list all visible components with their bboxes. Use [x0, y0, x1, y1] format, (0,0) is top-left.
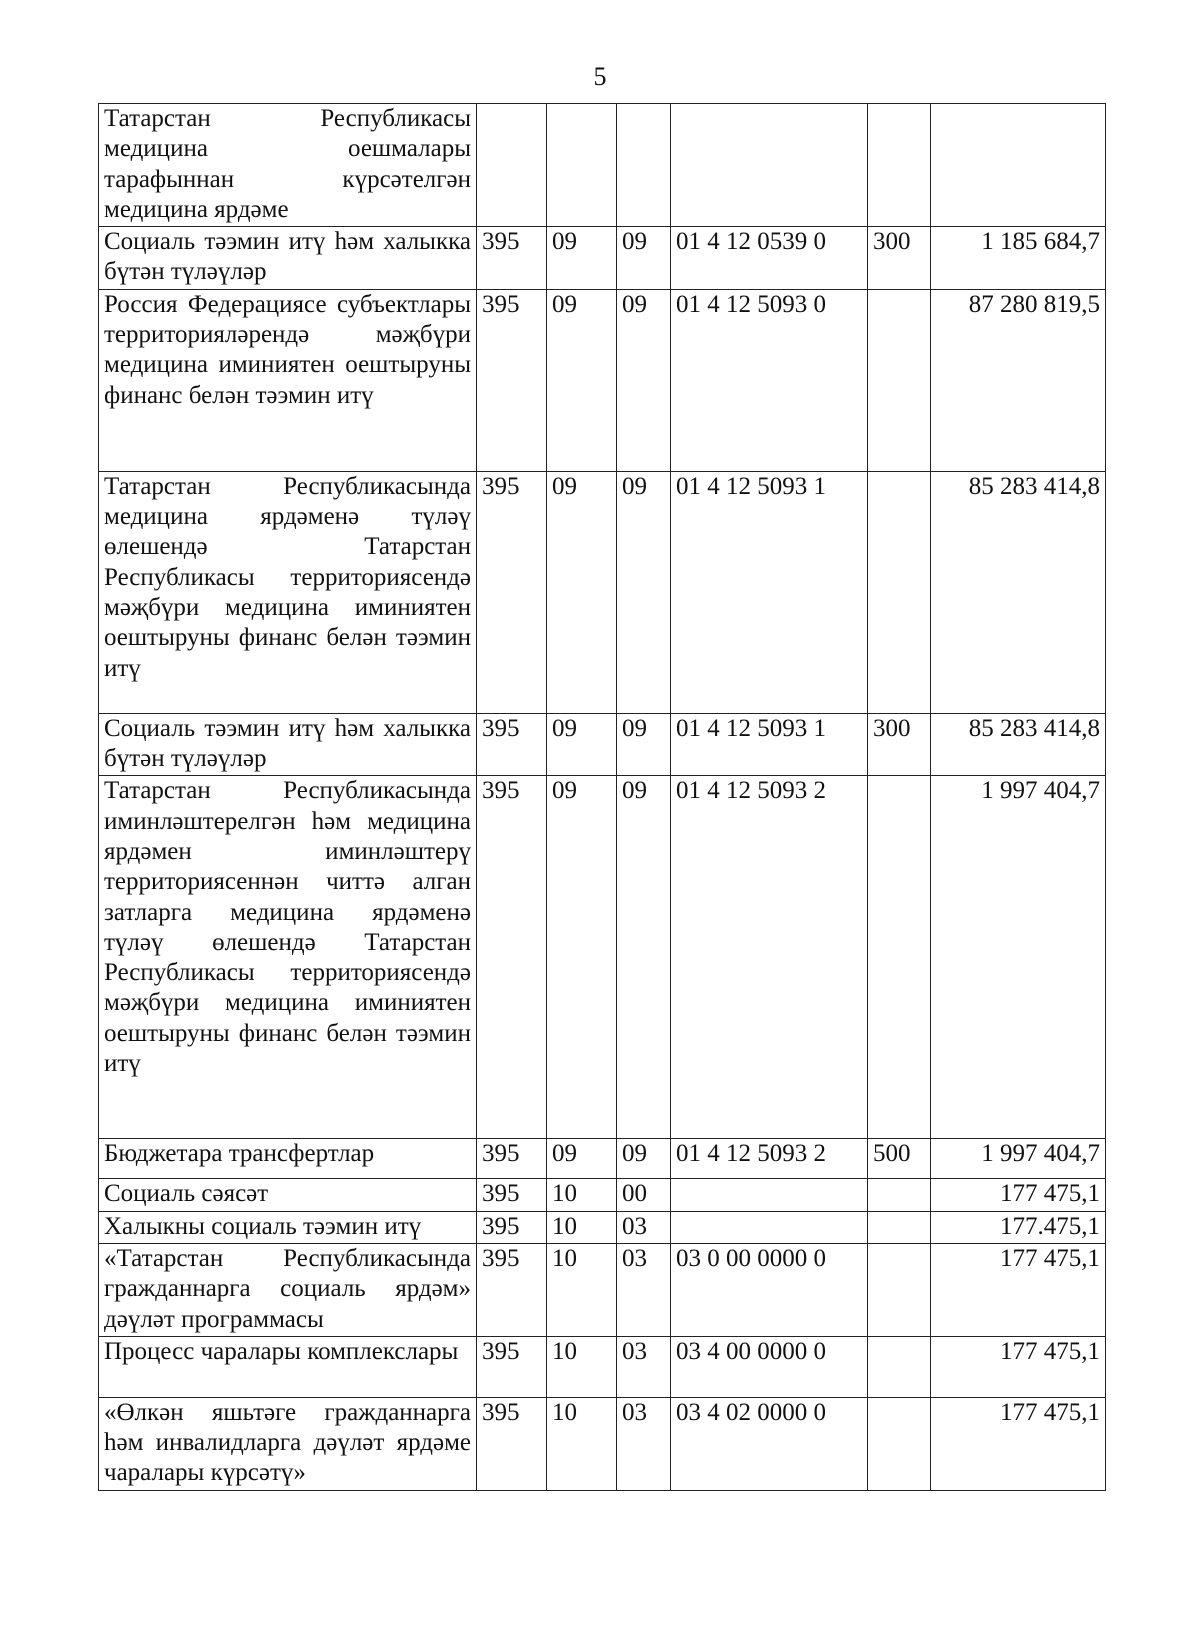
target-article-code: 01 4 12 0539 0 — [671, 227, 868, 290]
subsection-code: 09 — [617, 776, 671, 1139]
target-article-code: 01 4 12 5093 2 — [671, 1139, 868, 1179]
subsection-code: 09 — [617, 471, 671, 713]
amount: 177 475,1 — [931, 1179, 1106, 1211]
amount: 87 280 819,5 — [931, 289, 1106, 471]
ministry-code: 395 — [477, 1211, 547, 1243]
amount: 177 475,1 — [931, 1397, 1106, 1490]
amount: 1 185 684,7 — [931, 227, 1106, 290]
ministry-code: 395 — [477, 1139, 547, 1179]
amount — [931, 104, 1106, 227]
budget-table — [98, 103, 1106, 1491]
subsection-code: 09 — [617, 227, 671, 290]
target-article-code: 03 0 00 0000 0 — [671, 1243, 868, 1336]
section-code: 10 — [547, 1243, 617, 1336]
page-number: 5 — [593, 62, 607, 91]
subsection-code — [617, 104, 671, 227]
ministry-code: 395 — [477, 1397, 547, 1490]
table-row — [99, 227, 1106, 290]
target-article-code: 01 4 12 5093 0 — [671, 289, 868, 471]
expense-type-code — [868, 1179, 931, 1211]
row-name: Социаль тәэмин итү һәм халыкка бүтән түләүләр — [99, 713, 477, 776]
target-article-code: 01 4 12 5093 1 — [671, 713, 868, 776]
subsection-code: 03 — [617, 1397, 671, 1490]
expense-type-code: 300 — [868, 713, 931, 776]
ministry-code — [477, 104, 547, 227]
amount: 177 475,1 — [931, 1243, 1106, 1336]
target-article-code: 03 4 02 0000 0 — [671, 1397, 868, 1490]
target-article-code: 01 4 12 5093 2 — [671, 776, 868, 1139]
row-name: Бюджетара трансфертлар — [99, 1139, 477, 1179]
subsection-code: 00 — [617, 1179, 671, 1211]
row-name: Социаль сәясәт — [99, 1179, 477, 1211]
expense-type-code: 300 — [868, 227, 931, 290]
section-code: 09 — [547, 289, 617, 471]
table-row — [99, 1336, 1106, 1397]
row-name: Татарстан Республикасы медицина оешмалары тарафыннан күрсәтелгән медицина ярдәме — [99, 104, 477, 227]
expense-type-code — [868, 104, 931, 227]
subsection-code: 03 — [617, 1336, 671, 1397]
table-row — [99, 1211, 1106, 1243]
ministry-code: 395 — [477, 1179, 547, 1211]
subsection-code: 09 — [617, 289, 671, 471]
target-article-code — [671, 1179, 868, 1211]
target-article-code — [671, 104, 868, 227]
row-name: Татарстан Республикасында иминләштерелгән һәм медицина ярдәмен иминләштерү территориясеннән читтә алган затларга медицина ярдәменә түләү өлешендә Татарстан Республикасы территориясендә мәҗбүри медицина иминиятен оештыруны финанс белән тәэмин итү — [99, 776, 477, 1139]
amount: 1 997 404,7 — [931, 1139, 1106, 1179]
section-code: 09 — [547, 776, 617, 1139]
ministry-code: 395 — [477, 776, 547, 1139]
amount: 177.475,1 — [931, 1211, 1106, 1243]
amount: 177 475,1 — [931, 1336, 1106, 1397]
row-name: Халыкны социаль тәэмин итү — [99, 1211, 477, 1243]
row-name: «Өлкән яшьтәге гражданнарга һәм инвалидларга дәүләт ярдәме чаралары күрсәтү» — [99, 1397, 477, 1490]
expense-type-code — [868, 289, 931, 471]
ministry-code: 395 — [477, 1336, 547, 1397]
expense-type-code — [868, 1211, 931, 1243]
section-code: 09 — [547, 713, 617, 776]
amount: 85 283 414,8 — [931, 713, 1106, 776]
expense-type-code: 500 — [868, 1139, 931, 1179]
section-code: 09 — [547, 1139, 617, 1179]
target-article-code — [671, 1211, 868, 1243]
expense-type-code — [868, 1336, 931, 1397]
expense-type-code — [868, 776, 931, 1139]
table-row — [99, 289, 1106, 471]
ministry-code: 395 — [477, 289, 547, 471]
expense-type-code — [868, 471, 931, 713]
table-row — [99, 1243, 1106, 1336]
subsection-code: 09 — [617, 713, 671, 776]
ministry-code: 395 — [477, 471, 547, 713]
target-article-code: 01 4 12 5093 1 — [671, 471, 868, 713]
expense-type-code — [868, 1397, 931, 1490]
table-row — [99, 471, 1106, 713]
expense-type-code — [868, 1243, 931, 1336]
table-row — [99, 1397, 1106, 1490]
section-code: 10 — [547, 1336, 617, 1397]
section-code: 09 — [547, 227, 617, 290]
row-name: Татарстан Республикасында медицина ярдәменә түләү өлешендә Татарстан Республикасы территориясендә мәҗбүри медицина иминиятен оештыруны финанс белән тәэмин итү — [99, 471, 477, 713]
table-row — [99, 713, 1106, 776]
row-name: Процесс чаралары комплекслары — [99, 1336, 477, 1397]
amount: 85 283 414,8 — [931, 471, 1106, 713]
row-name: Россия Федерациясе субъектлары территорияләрендә мәҗбүри медицина иминиятен оештыруны финанс белән тәэмин итү — [99, 289, 477, 471]
section-code — [547, 104, 617, 227]
section-code: 10 — [547, 1397, 617, 1490]
table-row — [99, 776, 1106, 1139]
ministry-code: 395 — [477, 1243, 547, 1336]
table-row — [99, 1179, 1106, 1211]
row-name: «Татарстан Республикасында гражданнарга социаль ярдәм» дәүләт программасы — [99, 1243, 477, 1336]
subsection-code: 03 — [617, 1243, 671, 1336]
row-name: Социаль тәэмин итү һәм халыкка бүтән түләүләр — [99, 227, 477, 290]
section-code: 10 — [547, 1211, 617, 1243]
amount: 1 997 404,7 — [931, 776, 1106, 1139]
ministry-code: 395 — [477, 713, 547, 776]
table-row — [99, 1139, 1106, 1179]
ministry-code: 395 — [477, 227, 547, 290]
section-code: 10 — [547, 1179, 617, 1211]
section-code: 09 — [547, 471, 617, 713]
target-article-code: 03 4 00 0000 0 — [671, 1336, 868, 1397]
subsection-code: 09 — [617, 1139, 671, 1179]
subsection-code: 03 — [617, 1211, 671, 1243]
table-row — [99, 104, 1106, 227]
